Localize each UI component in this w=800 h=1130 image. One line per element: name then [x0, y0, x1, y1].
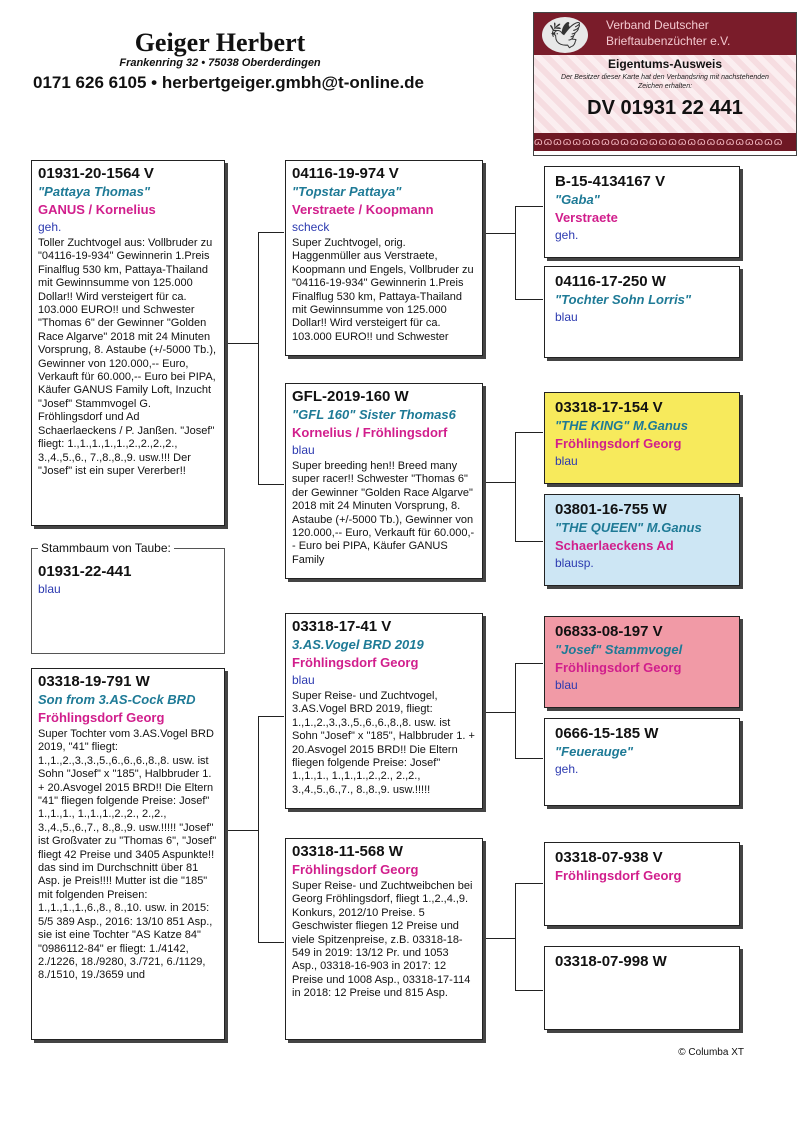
connector	[484, 233, 515, 234]
fff-breeder: Verstraete	[555, 210, 618, 225]
subject-ring: 01931-22-441	[38, 563, 132, 580]
father-name: "Pattaya Thomas"	[38, 184, 151, 199]
mff-name: "Josef" Stammvogel	[555, 642, 683, 657]
fm-breeder: Kornelius / Fröhlingsdorf	[292, 425, 448, 440]
mother-box[interactable]	[31, 668, 225, 1040]
connector	[515, 299, 543, 300]
father-breeder: GANUS / Kornelius	[38, 202, 156, 217]
mmf-box[interactable]	[544, 842, 740, 926]
ff-name: "Topstar Pattaya"	[292, 184, 402, 199]
mff-breeder: Fröhlingsdorf Georg	[555, 660, 682, 675]
connector	[515, 663, 543, 664]
mf-ring: 03318-17-41 V	[292, 618, 392, 635]
fmf-color: blau	[555, 454, 578, 468]
fm-color: blau	[292, 443, 315, 457]
father-description: Toller Zuchtvogel aus: Vollbruder zu "04116-19-934" Gewinnerin 1.Preis Finalflug 530 km, Pattaya-Thailand mit Gewinnsumme von 125.000 Dollar!! Wird versteigert für ca. 103.000 EURO!! und Schwester "Thomas 6" der Gewinner "Golden Race Algarve" 2018 mit 24 Minuten Vorsprung, 8. Astaube (+/-5000 Tb.), Gewinner von 120.000,-- Euro, Verkauft für 60.000,-- Euro bei PIPA, Käufer GANUS Family Loft, Inzucht "Josef" Stammvogel G. Fröhlingsdorf und Ad Schaerlaeckens / P. Janßen. "Josef" fliegt: 1.,1.,1.,1.,1.,2.,2.,2.,2., 3.,4.,5.,6., 7.,8.,8.,9. usw.!!! Der "Josef" ist ein super Vererber!!	[38, 237, 217, 477]
fff-name: "Gaba"	[555, 192, 600, 207]
mmf-ring: 03318-07-938 V	[555, 849, 663, 866]
connector	[515, 883, 543, 884]
ff-breeder: Verstraete / Koopmann	[292, 202, 434, 217]
connector	[484, 482, 515, 483]
mf-name: 3.AS.Vogel BRD 2019	[292, 637, 424, 652]
fmf-box[interactable]	[544, 392, 740, 484]
mfm-color: geh.	[555, 762, 579, 776]
connector	[515, 663, 516, 758]
mother-description: Super Tochter vom 3.AS.Vogel BRD 2019, "41" fliegt: 1.,1.,2.,3.,3.,5.,6.,6.,6.,8.,8. usw. ist Sohn "Josef" x "185", Halbbruder 1. + 20.Asvogel 2015 BRD!! Die Eltern "41" fliegen folgende Preise: Josef" 1.,1.,1., 1.,1.,1.,2.,2., 2.,2., 3.,4.,5.,6.,7., 8.,8.,9. usw.!!!!! "Josef" ist Großvater zu "Thomas 6", "Josef" fliegt 42 Preise und 3405 Aspunkte!! das sind im Durchschnitt über 81 Asp. je Preis!!!! Mutter ist die "185" mit folgenden Preisen: 1.,1.,1.,1.,6.,8., 8.,10. usw. in 2015: 5/5 389 Asp., 2016: 13/10 851 Asp., sie ist eine Tochter "AS Katze 84" "0986112-84" er fliegt: 1./4142, 2./1226, 18./9280, 3./721, 6./1129, 8./1510, 19./3659 und	[38, 728, 217, 982]
ff-ring: 04116-19-974 V	[292, 165, 399, 182]
connector	[484, 712, 515, 713]
connector	[515, 883, 516, 990]
mmf-breeder: Fröhlingsdorf Georg	[555, 868, 682, 883]
connector	[258, 232, 259, 484]
fmf-ring: 03318-17-154 V	[555, 399, 663, 416]
mff-ring: 06833-08-197 V	[555, 623, 663, 640]
mf-breeder: Fröhlingsdorf Georg	[292, 655, 419, 670]
father-father-box[interactable]	[285, 160, 483, 356]
connector	[515, 758, 543, 759]
connector	[515, 541, 543, 542]
connector	[515, 206, 516, 299]
subject-box[interactable]	[31, 541, 225, 654]
connector	[258, 484, 284, 485]
connector	[515, 206, 543, 207]
connector	[515, 432, 516, 541]
fmm-box[interactable]	[544, 494, 740, 586]
ffm-ring: 04116-17-250 W	[555, 273, 666, 290]
ownership-card	[533, 12, 797, 156]
owner-address: Frankenring 32 • 75038 Oberderdingen	[119, 57, 321, 69]
ffm-box[interactable]	[544, 266, 740, 358]
subject-color: blau	[38, 582, 61, 596]
mfm-ring: 0666-15-185 W	[555, 725, 659, 742]
mother-ring: 03318-19-791 W	[38, 673, 150, 690]
fmm-name: "THE QUEEN" M.Ganus	[555, 520, 702, 535]
fm-description: Super breeding hen!! Breed many super racer!! Schwester "Thomas 6" der Gewinner "Golden Race Algarve" 2018 mit 24 Minuten Vorsprung, 8. Astaube (+/-5000 Tb.), Gewinner von 120.000,-- Euro, Verkauft für 60.000,-- Euro bei PIPA, Käufer GANUS Family	[292, 460, 475, 566]
fff-box[interactable]	[544, 166, 740, 258]
mfm-box[interactable]	[544, 718, 740, 806]
mother-name: Son from 3.AS-Cock BRD	[38, 692, 196, 707]
father-ring: 01931-20-1564 V	[38, 165, 154, 182]
father-mother-box[interactable]	[285, 383, 483, 579]
mm-ring: 03318-11-568 W	[292, 843, 403, 860]
connector	[226, 830, 259, 831]
mother-breeder: Fröhlingsdorf Georg	[38, 710, 165, 725]
fmm-color: blausp.	[555, 556, 594, 570]
ffm-name: "Tochter Sohn Lorris"	[555, 292, 692, 307]
mm-description: Super Reise- und Zuchtweibchen bei Georg Fröhlingsdorf, fliegt 1.,2.,4.,9. Konkurs, 2012/10 Preise. 5 Geschwister fliegen 12 Preise und viele Spitzenpreise, z.B. 03318-18-549 in 2019: 13/12 Pr. und 1053 Asp., 03318-16-903 in 2017: 12 Preise und 1008 Asp., 03318-17-114 in 2018: 12 Preise und 815 Asp.	[292, 880, 473, 1000]
mother-father-box[interactable]	[285, 613, 483, 809]
ffm-color: blau	[555, 310, 578, 324]
father-color: geh.	[38, 220, 62, 234]
connector	[258, 716, 284, 717]
fmf-name: "THE KING" M.Ganus	[555, 418, 688, 433]
owner-contact: 0171 626 6105 • herbertgeiger.gmbh@t-online.de	[33, 73, 424, 92]
card-subtitle: Der Besitzer dieser Karte hat den Verbandsring mit nachstehenden Zeichen erhalten:	[561, 74, 769, 90]
mmm-box[interactable]	[544, 946, 740, 1030]
fm-ring: GFL-2019-160 W	[292, 388, 409, 405]
mff-color: blau	[555, 678, 578, 692]
fmm-breeder: Schaerlaeckens Ad	[555, 538, 674, 553]
owner-name: Geiger Herbert	[134, 28, 306, 57]
connector	[226, 343, 259, 344]
fff-ring: B-15-4134167 V	[555, 173, 666, 190]
mother-mother-box[interactable]	[285, 838, 483, 1040]
card-association: Verband Deutscher Brieftaubenzüchter e.V.	[606, 18, 731, 48]
fmf-breeder: Fröhlingsdorf Georg	[555, 436, 682, 451]
card-ornament-band: ɷɷɷɷɷɷɷɷɷɷɷɷɷɷɷɷɷɷɷɷɷɷɷɷɷɷ	[534, 133, 796, 151]
connector	[515, 432, 543, 433]
mf-description: Super Reise- und Zuchtvogel, 3.AS.Vogel BRD 2019, fliegt: 1.,1.,2.,3.,3.,5.,6.,6.,8.,8. usw. ist Sohn "Josef" x "185", Halbbruder 1. + 20.Asvogel 2015 BRD!! Die Eltern fliegen folgende Preise: Josef" 1.,1.,1., 1.,1.,1.,2.,2., 2.,2., 3.,4.,5.,6.,7., 8.,8.,9. usw.!!!!!	[292, 690, 475, 796]
mm-breeder: Fröhlingsdorf Georg	[292, 862, 419, 877]
connector	[258, 232, 284, 233]
ff-color: scheck	[292, 220, 330, 234]
fm-name: "GFL 160" Sister Thomas6	[292, 407, 456, 422]
card-title: Eigentums-Ausweis	[607, 57, 723, 71]
connector	[258, 942, 284, 943]
mmm-ring: 03318-07-998 W	[555, 953, 667, 970]
connector	[515, 990, 543, 991]
subject-label: Stammbaum von Taube:	[38, 541, 174, 555]
copyright: © Columba XT	[678, 1047, 744, 1058]
mf-color: blau	[292, 673, 315, 687]
connector	[258, 716, 259, 942]
mfm-name: "Feuerauge"	[555, 744, 634, 759]
connector	[484, 938, 515, 939]
father-box[interactable]	[31, 160, 225, 526]
card-ring-number: DV 01931 22 441	[587, 97, 743, 119]
mff-box[interactable]	[544, 616, 740, 708]
fff-color: geh.	[555, 228, 579, 242]
pigeon-logo-icon: 🕊	[542, 17, 588, 53]
ff-description: Super Zuchtvogel, orig. Haggenmüller aus Verstraete, Koopmann und Engels, Vollbruder zu "04116-19-934" Gewinnerin 1.Preis Finalflug 530 km, Pattaya-Thailand mit Gewinnsumme von 125.000 Dollar!! Wird versteigert für ca. 103.000 EURO!! und Schwester	[292, 237, 474, 343]
fmm-ring: 03801-16-755 W	[555, 501, 667, 518]
